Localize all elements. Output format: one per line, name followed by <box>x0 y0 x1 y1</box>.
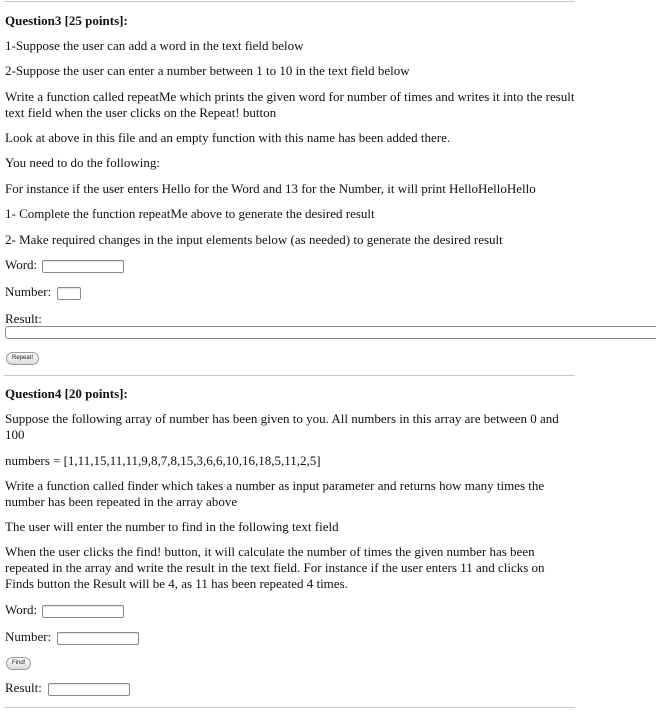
q3-word-input[interactable] <box>42 260 124 273</box>
question3-title: Question3 [25 points]: <box>5 13 128 28</box>
q4-number-label: Number: <box>5 629 52 644</box>
q3-result-label: Result: <box>5 311 42 326</box>
q4-paragraph-3: The user will enter the number to find in the following text field <box>5 519 339 534</box>
section-divider <box>4 375 575 376</box>
q4-array-definition: numbers = [1,11,15,11,11,9,8,7,8,15,3,6,6,10,16,18,5,11,2,5] <box>5 453 321 468</box>
q3-paragraph-4: Look at above in this file and an empty function with this name has been added there. <box>5 130 451 145</box>
q4-paragraph-4: When the user clicks the find! button, it will calculate the number of times the given number has been repeated in the array and write the result in the text field. For instance if the user enters 11 and clicks on Finds button the Result will be 4, as 11 has been repeated 4 times. <box>5 544 545 591</box>
q4-word-label: Word: <box>5 602 38 617</box>
q3-paragraph-2: 2-Suppose the user can enter a number between 1 to 10 in the text field below <box>5 63 410 78</box>
q4-result-label: Result: <box>5 680 42 695</box>
q3-result-field[interactable] <box>5 326 656 339</box>
q4-number-input[interactable] <box>57 632 139 645</box>
bottom-divider <box>4 707 575 708</box>
q4-paragraph-2: Write a function called finder which takes a number as input parameter and returns how many times the number has been repeated in the array above <box>5 478 545 509</box>
q3-number-input[interactable] <box>57 287 81 300</box>
q3-word-label: Word: <box>5 257 38 272</box>
q3-number-label: Number: <box>5 284 52 299</box>
q4-result-input[interactable] <box>48 683 130 696</box>
q3-paragraph-1: 1-Suppose the user can add a word in the text field below <box>5 38 304 53</box>
find-button[interactable]: Find! <box>6 657 31 670</box>
repeat-button[interactable]: Repeat! <box>6 352 39 365</box>
q4-word-input[interactable] <box>42 605 124 618</box>
top-divider <box>4 1 575 2</box>
q3-paragraph-3: Write a function called repeatMe which prints the given word for number of times and writes it into the result text field when the user clicks on the Repeat! button <box>5 89 575 120</box>
q3-paragraph-6: For instance if the user enters Hello for the Word and 13 for the Number, it will print HelloHelloHello <box>5 181 536 196</box>
question4-title: Question4 [20 points]: <box>5 386 128 401</box>
q3-paragraph-8: 2- Make required changes in the input elements below (as needed) to generate the desired result <box>5 232 503 247</box>
q3-paragraph-5: You need to do the following: <box>5 155 161 170</box>
q4-paragraph-1: Suppose the following array of number has been given to you. All numbers in this array are between 0 and 100 <box>5 411 559 442</box>
q3-paragraph-7: 1- Complete the function repeatMe above to generate the desired result <box>5 206 375 221</box>
